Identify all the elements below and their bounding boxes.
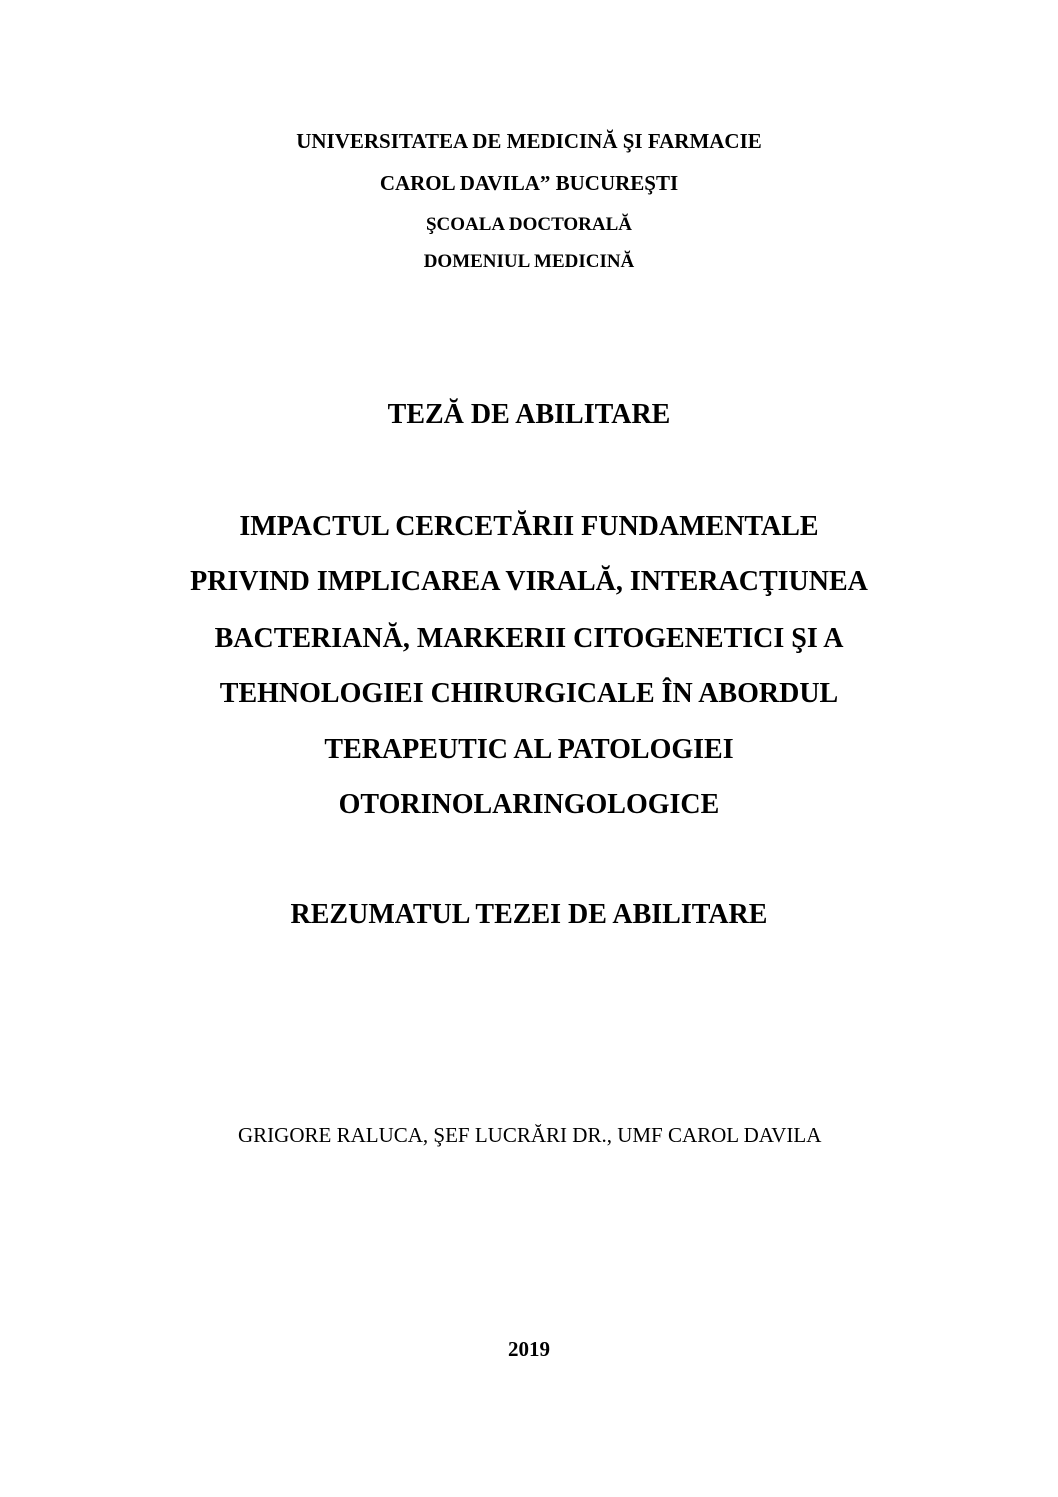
institution-line-1: UNIVERSITATEA DE MEDICINĂ ŞI FARMACIE (296, 129, 762, 153)
title-line-4: TEHNOLOGIEI CHIRURGICALE ÎN ABORDUL (219, 678, 839, 709)
title-line-5: TERAPEUTIC AL PATOLOGIEI (324, 734, 734, 765)
institution-line-4: DOMENIUL MEDICINĂ (423, 251, 635, 272)
subtitle-heading: REZUMATUL TEZEI DE ABILITARE (290, 899, 768, 930)
institution-line-2: CAROL DAVILA” BUCUREŞTI (379, 171, 679, 195)
year: 2019 (508, 1337, 550, 1361)
title-line-2: PRIVIND IMPLICAREA VIRALĂ, INTERACŢIUNEA (190, 566, 868, 597)
title-line-3: BACTERIANĂ, MARKERII CITOGENETICI ŞI A (214, 623, 844, 654)
document-type-heading: TEZĂ DE ABILITARE (387, 399, 671, 430)
institution-line-3: ŞCOALA DOCTORALĂ (425, 214, 633, 235)
title-line-1: IMPACTUL CERCETĂRII FUNDAMENTALE (239, 511, 819, 542)
title-line-6: OTORINOLARINGOLOGICE (338, 789, 720, 820)
author-line: GRIGORE RALUCA, ŞEF LUCRĂRI DR., UMF CAROL DAVILA (238, 1123, 822, 1147)
